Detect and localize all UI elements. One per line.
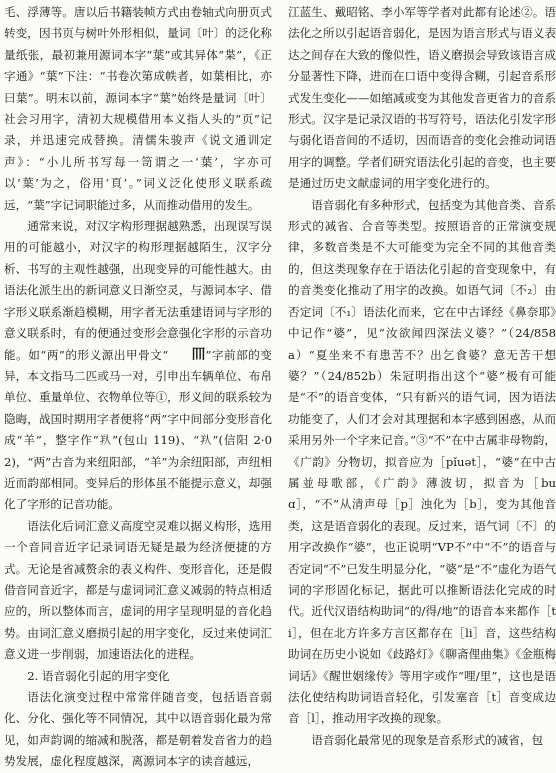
right-column xyxy=(288,2,556,751)
left-column xyxy=(4,2,272,773)
left-paragraph-4: 语法化演变过程中常常伴随音变，包括语音弱化、分化、强化等不同情况，其中以语音弱化最为常见，如声韵调的缩减和脱落，都是朝着发音省力的趋势发展，虚化程度越深，离源词本字的读音越远， xyxy=(4,690,272,769)
right-paragraph-2: 语音弱化有多种形式，包括变为其他音类、音系形式的减省、合音等类型。按照语音的正常演变规律，多数音类是不大可能变为完全不同的其他音类的，但这类现象存在于语法化引起的音变现象中，有的音类变化推动了用字的改换。如语气词〔不₂〕由否定词〔不₁〕语法化而来，它在中古译经《鼻奈耶》中记作“婆”，见“汝欲闻四深法义婆？”（24/858a）“夏坐来不有患苦不？出乞食婆？意无苦干想婆？”（24/852b）朱冠明指出这个“婆”极有可能是“不”的语音变体，“只有新兴的语气词，因为语法功能变了，人们才会对其理据和本字感到困惑，从而采用另外一个字来记音。”③“不”在中古属非母物韵，《广韵》分物切，拟音应为［pǐuət］，“婆”在中古属並母歌部，《广韵》薄波切，拟音为［buɑ］，“不”从清声母［p］浊化为［b］，变为其他音类，这是语音弱化的表现。反过来，语气词〔不〕的用字改换作“婆”，也正说明“VP不”中“不”的语音与否定词“不”已发生明显分化，“婆”是“不”虚化为语气词的字形固化标记，据此可以推断语法化完成的时代。近代汉语结构助词“的/得/地”的语音本来都作［ti］，但在北方许多方言区都存在［li］音，这些结构助词在历史小说如《歧路灯》《聊斋俚曲集》《金瓶梅词话》《醒世姻缘传》等用字或作“哩/里”，这也是语法化使结构助词语音轻化，引发塞音［t］音变成边音［l］，推动用字改换的现象。 xyxy=(288,197,556,726)
left-paragraph-2-part-2: ”字前部的变异，本文指马二匹或马一对，引申出车辆单位、布帛单位、重量单位、衣物单位等①，形义间的联系较为隐晦，战国时期用字者便将“两”字中间部分变形音化成“羊”，整字作“𦍏”(包山 119)、“𦍏”(信阳 2·02)，“两”古音为来纽阳部，“羊”为余纽阳部，声纽相近而韵部相同。变异后的形体虽不能提示意义，却强化了字形的记音功能。 xyxy=(4,347,272,512)
oracle-bone-glyph: 𦉫 xyxy=(191,346,206,363)
left-paragraph-2-part-1: 通常来说，对汉字构形理据越熟悉，出现误写误用的可能越小，对汉字的构形理据越陌生，汉字分析、书写的主观性越强，出现变异的可能性越大。由语法化派生出的新词意义日渐空灵，与源词本字、借字形义联系渐趋模糊，用字者无法重建语词与字形的意义联系时，有的便通过变形会意强化字形的示音功能。如“两”的形义源出甲骨文“ xyxy=(4,219,272,362)
left-paragraph-3: 语法化后词汇意义高度空灵难以据义构形，选用一个音同音近字记录词语无疑是最为经济便捷的方式。无论是省减赘余的表义构件、变形音化，还是假借音同音近字，都是与虚词词汇意义减弱的特点相适应的，所以整体而言，虚词的用字呈现明显的音化趋势。由词汇意义磨损引起的用字变化，反过来使词汇意义进一步削弱，加速语法化的进程。 xyxy=(4,518,272,662)
left-paragraph-1: 毛、浮薄等。唐以后书籍装帧方式由卷轴式向册页式转变，因书页与树叶外形相似，量词〔叶〕的泛化称量纸张，最初兼用源词本字“葉”或其异体“枼”，《正字通》“葉”下注：“书卷次第成帙者，如葉相比，亦曰葉”。明末以前，源词本字“葉”始终是量词〔叶〕社会习用字，清初大规模借用本义指人头的“页”记录，并迅速完成替换。清儒朱骏声《说文通训定声》：“小儿所书写每一笥谓之一‘葉’，字亦可以‘葉’为之，俗用‘頁’。”词义泛化使形义联系疏远，“葉”字记词职能过多，从而推动借用的发生。 xyxy=(4,5,272,212)
right-paragraph-3: 语音弱化最常见的现象是音系形式的减省，包 xyxy=(311,732,544,747)
right-paragraph-1: 江蓝生、戴昭铭、李小军等学者对此都有论述②。语法化之所以引起语音弱化，是因为语言形式与语义表达之间存在大致的像似性，语义磨损会导致该语言成分显著性下降，进而在口语中变得含糊，引起音系形式发生变化——如缩减或变为其他发音更省力的音系形式。汉字是记录汉语的书写符号，语法化引发字形与弱化语音间的不适切，因而语音的变化会推动词语用字的调整。学者们研究语法化引起的音变，也主要是通过历史文献虚词的用字变化进行的。 xyxy=(288,5,556,191)
left-paragraph-2 xyxy=(4,216,272,516)
section-heading: 2. 语音弱化引起的用字变化 xyxy=(27,668,170,683)
